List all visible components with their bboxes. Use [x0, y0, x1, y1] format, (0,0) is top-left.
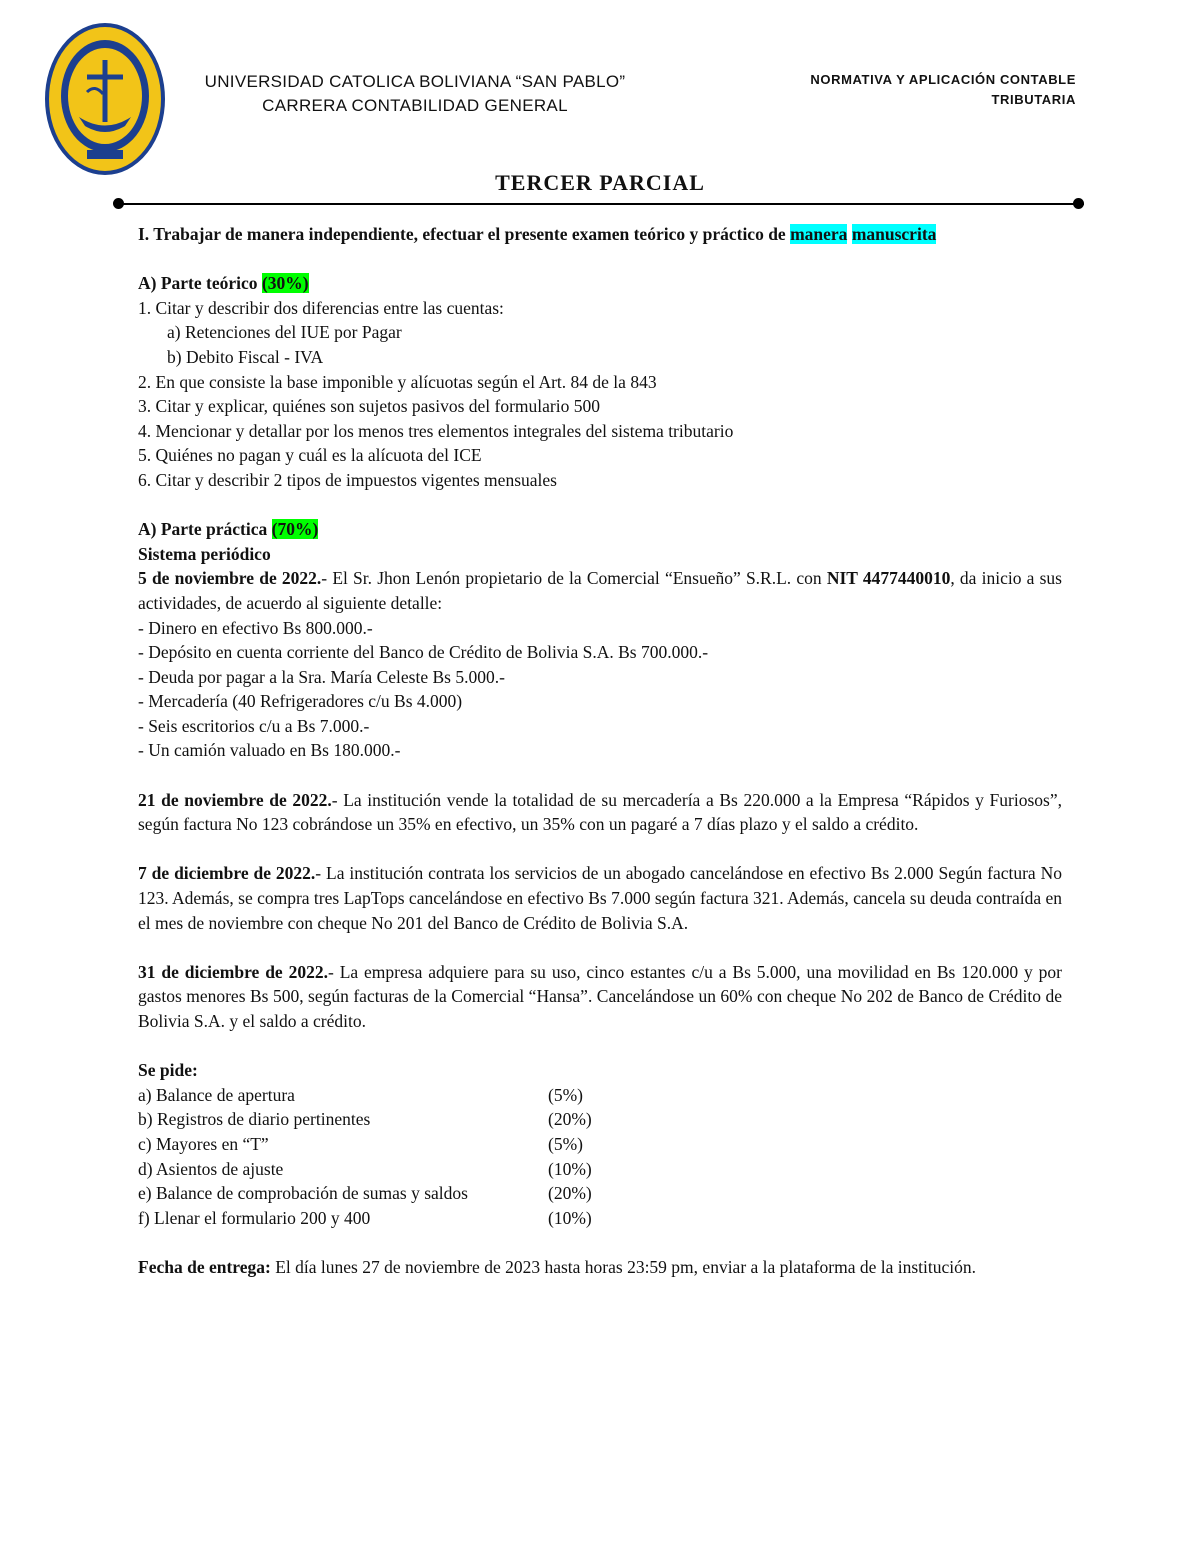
event-2-date: 21 de noviembre de 2022.: [138, 789, 332, 810]
question-1a: a) Retenciones del IUE por Pagar: [167, 322, 402, 343]
event-1-date: 5 de noviembre de 2022.: [138, 568, 322, 589]
request-item: [138, 1107, 1062, 1132]
question-3: 3. Citar y explicar, quiénes son sujetos pasivos del formulario 500: [138, 396, 600, 417]
subject-line-2: TRIBUTARIA: [991, 92, 1076, 107]
delivery-label: Fecha de entrega:: [138, 1256, 271, 1277]
request-label: b) Registros de diario pertinentes: [138, 1109, 371, 1130]
request-item: [138, 1132, 1062, 1157]
question-1b: b) Debito Fiscal - IVA: [167, 346, 324, 367]
event-1: [138, 566, 1062, 615]
request-label: c) Mayores en “T”: [138, 1133, 269, 1154]
event-1-text-b: , da inicio a sus actividades, de acuerdo al siguiente detalle:: [138, 568, 1062, 613]
title-rule: [118, 203, 1084, 205]
university-name: UNIVERSIDAD CATOLICA BOLIVIANA “SAN PABLO”: [204, 72, 626, 91]
list-item: - Seis escritorios c/u a Bs 7.000.-: [138, 715, 370, 736]
requests-heading-text: Se pide:: [138, 1060, 198, 1081]
request-weight: (20%): [548, 1183, 592, 1204]
system-label: [138, 542, 1062, 567]
theory-weight: (30%): [261, 273, 309, 294]
list-item: - Depósito en cuenta corriente del Banco de Crédito de Bolivia S.A. Bs 700.000.-: [138, 642, 709, 663]
event-1-text-a: - El Sr. Jhon Lenón propietario de la Comercial “Ensueño” S.R.L. con: [321, 568, 827, 589]
question-5: 5. Quiénes no pagan y cuál es la alícuota del ICE: [138, 445, 482, 466]
event-2: [138, 788, 1062, 837]
practice-weight: (70%): [271, 519, 319, 540]
delivery-date: [138, 1255, 1062, 1280]
event-1-nit: NIT 4477440010: [826, 568, 951, 589]
request-label: a) Balance de apertura: [138, 1084, 295, 1105]
request-label: d) Asientos de ajuste: [138, 1158, 284, 1179]
question-2: 2. En que consiste la base imponible y alícuotas según el Art. 84 de la 843: [138, 371, 657, 392]
highlight-manuscrita: manuscrita: [851, 224, 937, 244]
request-weight: (5%): [548, 1084, 583, 1105]
delivery-text: El día lunes 27 de noviembre de 2023 hasta horas 23:59 pm, enviar a la plataforma de la institución.: [270, 1256, 976, 1277]
instructions: [138, 222, 1062, 247]
theory-heading-label: A) Parte teórico: [138, 273, 258, 294]
event-4-text: - La empresa adquiere para su uso, cinco estantes c/u a Bs 5.000, una movilidad en Bs 120.000 y por gastos menores Bs 500, según facturas de la Comercial “Hansa”. Cancelándose un 60% con cheque No 202 de Banco de Crédito de Bolivia S.A. y el saldo a crédito.: [138, 961, 1062, 1031]
request-label: f) Llenar el formulario 200 y 400: [138, 1207, 371, 1228]
request-item: [138, 1157, 1062, 1182]
question-1: 1. Citar y describir dos diferencias entre las cuentas:: [138, 297, 504, 318]
event-3: [138, 861, 1062, 935]
event-3-date: 7 de diciembre de 2022.: [138, 863, 316, 884]
request-item: [138, 1206, 1062, 1231]
event-2-text: - La institución vende la totalidad de su mercadería a Bs 220.000 a la Empresa “Rápidos y Furiosos”, según factura No 123 cobrándose un 35% en efectivo, un 35% con un pagaré a 7 días plazo y el saldo a crédito.: [138, 789, 1062, 835]
request-weight: (20%): [548, 1109, 592, 1130]
request-weight: (10%): [548, 1207, 592, 1228]
exam-body: [138, 222, 1062, 1280]
highlight-manera: manera: [790, 224, 848, 244]
institution-header: [140, 70, 690, 118]
list-item: - Deuda por pagar a la Sra. María Celeste Bs 5.000.-: [138, 666, 505, 687]
event-4-date: 31 de diciembre de 2022.: [138, 961, 328, 982]
request-weight: (10%): [548, 1158, 592, 1179]
event-4: [138, 960, 1062, 1034]
list-item: - Dinero en efectivo Bs 800.000.-: [138, 617, 373, 638]
question-4: 4. Mencionar y detallar por los menos tres elementos integrales del sistema tributario: [138, 420, 734, 441]
theory-heading: [138, 271, 1062, 296]
question-6: 6. Citar y describir 2 tipos de impuestos vigentes mensuales: [138, 469, 557, 490]
request-item: [138, 1083, 1062, 1108]
list-item: - Un camión valuado en Bs 180.000.-: [138, 740, 401, 761]
subject-line-1: NORMATIVA Y APLICACIÓN CONTABLE: [810, 72, 1076, 87]
instructions-lead: I. Trabajar de manera independiente, efectuar el presente examen teórico y práctico de: [138, 224, 791, 244]
exam-title: TERCER PARCIAL: [495, 170, 705, 195]
rule-right-dot: [1073, 198, 1084, 209]
list-item: - Mercadería (40 Refrigeradores c/u Bs 4.000): [138, 691, 463, 712]
request-label: e) Balance de comprobación de sumas y saldos: [138, 1183, 468, 1204]
event-3-text: - La institución contrata los servicios de un abogado cancelándose en efectivo Bs 2.000 Según factura No 123. Además, se compra tres LapTops cancelándose en efectivo Bs 7.000 según factura 321. Además, cancela su deuda contraída en el mes de noviembre con cheque No 201 del Banco de Crédito de Bolivia S.A.: [138, 863, 1063, 933]
system-label-text: Sistema periódico: [138, 543, 271, 564]
career-name: CARRERA CONTABILIDAD GENERAL: [262, 96, 568, 115]
subject-header: [810, 70, 1076, 110]
requests-heading: [138, 1058, 1062, 1083]
request-weight: (5%): [548, 1133, 583, 1154]
practice-heading-label: A) Parte práctica: [138, 519, 268, 540]
request-item: [138, 1181, 1062, 1206]
practice-heading: [138, 517, 1062, 542]
